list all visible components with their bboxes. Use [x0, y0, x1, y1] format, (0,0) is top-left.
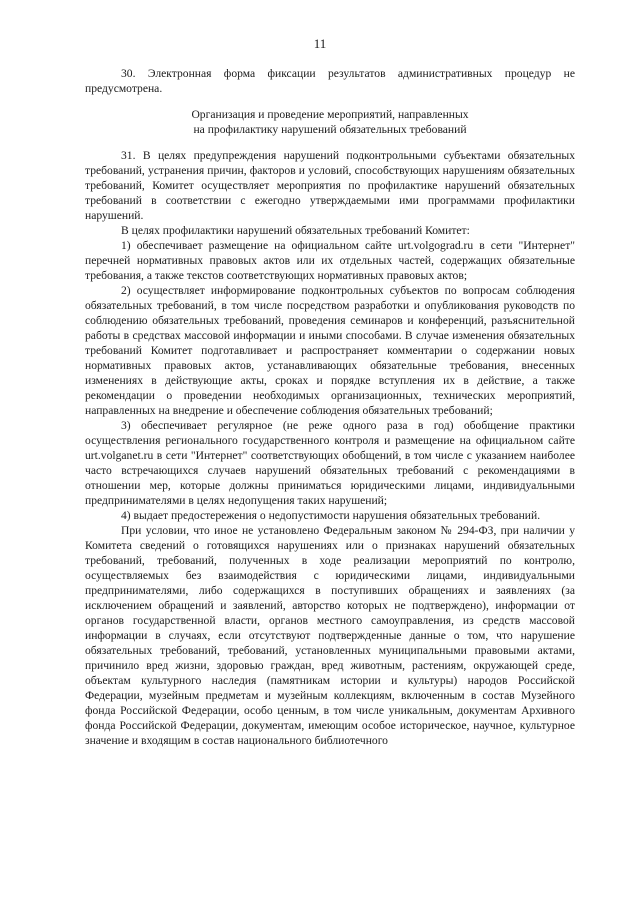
list-item-4: 4) выдает предостережения о недопустимости нарушения обязательных требований.: [121, 509, 541, 522]
paragraph-prevention-intro: В целях профилактики нарушений обязательных требований Комитет:: [121, 224, 470, 237]
list-item-3: 3) обеспечивает регулярное (не реже одного раза в год) обобщение практики осуществления регионального государственного контроля и размещение на официальном сайте urt.volganet.ru в сети "Интернет" соответствующих обобщений, в том числе с указанием наиболее часто встречающихся случаев нарушений обязательных требований с рекомендациями в отношении мер, которые должны приниматься юридическими лицами, индивидуальными предпринимателями в целях недопущения таких нарушений;: [85, 419, 575, 507]
list-item-2: 2) осуществляет информирование подконтрольных субъектов по вопросам соблюдения обязательных требований, в том числе посредством разработки и опубликования руководств по соблюдению обязательных требований, проведения семинаров и конференций, разъяснительной работы в средствах массовой информации и иными способами. В случае изменения обязательных требований Комитет подготавливает и распространяет комментарии о содержании новых нормативных правовых актов, устанавливающих обязательные требования, внесенных изменениях в действующие акты, сроках и порядке вступления их в действие, а также рекомендации о проведении необходимых организационных, технических мероприятий, направленных на внедрение и обеспечение соблюдения обязательных требований;: [85, 284, 575, 417]
paragraph-31: 31. В целях предупреждения нарушений подконтрольными субъектами обязательных требований, устранения причин, факторов и условий, способствующих нарушениям обязательных требований, Комитет осуществляет мероприятия по профилактике нарушений обязательных требований в соответствии с ежегодно утверждаемыми ими программами профилактики нарушений.: [85, 149, 575, 222]
section-heading-line-1: Организация и проведение мероприятий, направленных: [191, 108, 469, 121]
section-heading: [85, 107, 575, 137]
paragraph-warning-conditions: При условии, что иное не установлено Федеральным законом № 294-ФЗ, при наличии у Комитета сведений о готовящихся нарушениях или о признаках нарушений обязательных требований, требований, полученных в ходе реализации мероприятий по контролю, осуществляемых без взаимодействия с юридическими лицами, индивидуальными предпринимателями, либо содержащихся в поступивших обращениях и заявлениях (за исключением обращений и заявлений, авторство которых не подтверждено), информации от органов государственной власти, органов местного самоуправления, из средств массовой информации в случаях, если отсутствуют подтвержденные данные о том, что нарушение обязательных требований, требований, установленных муниципальными правовыми актами, причинило вред жизни, здоровью граждан, вред животным, растениям, окружающей среде, объектам культурного наследия (памятникам истории и культуры) народов Российской Федерации, музейным предметам и музейным коллекциям, включенным в состав Музейного фонда Российской Федерации, особо ценным, в том числе уникальным, документам Архивного фонда Российской Федерации, документам, имеющим особое историческое, научное, культурное значение и входящим в состав национального библиотечного: [85, 524, 575, 747]
page-number: 11: [313, 36, 327, 51]
document-body: [85, 66, 575, 748]
section-heading-line-2: на профилактику нарушений обязательных требований: [193, 123, 467, 136]
list-item-1: 1) обеспечивает размещение на официальном сайте urt.volgograd.ru в сети "Интернет" перечней нормативных правовых актов или их отдельных частей, содержащих обязательные требования, а также текстов соответствующих нормативных правовых актов;: [85, 239, 575, 282]
paragraph-30: 30. Электронная форма фиксации результатов административных процедур не предусмотрена.: [85, 67, 575, 95]
